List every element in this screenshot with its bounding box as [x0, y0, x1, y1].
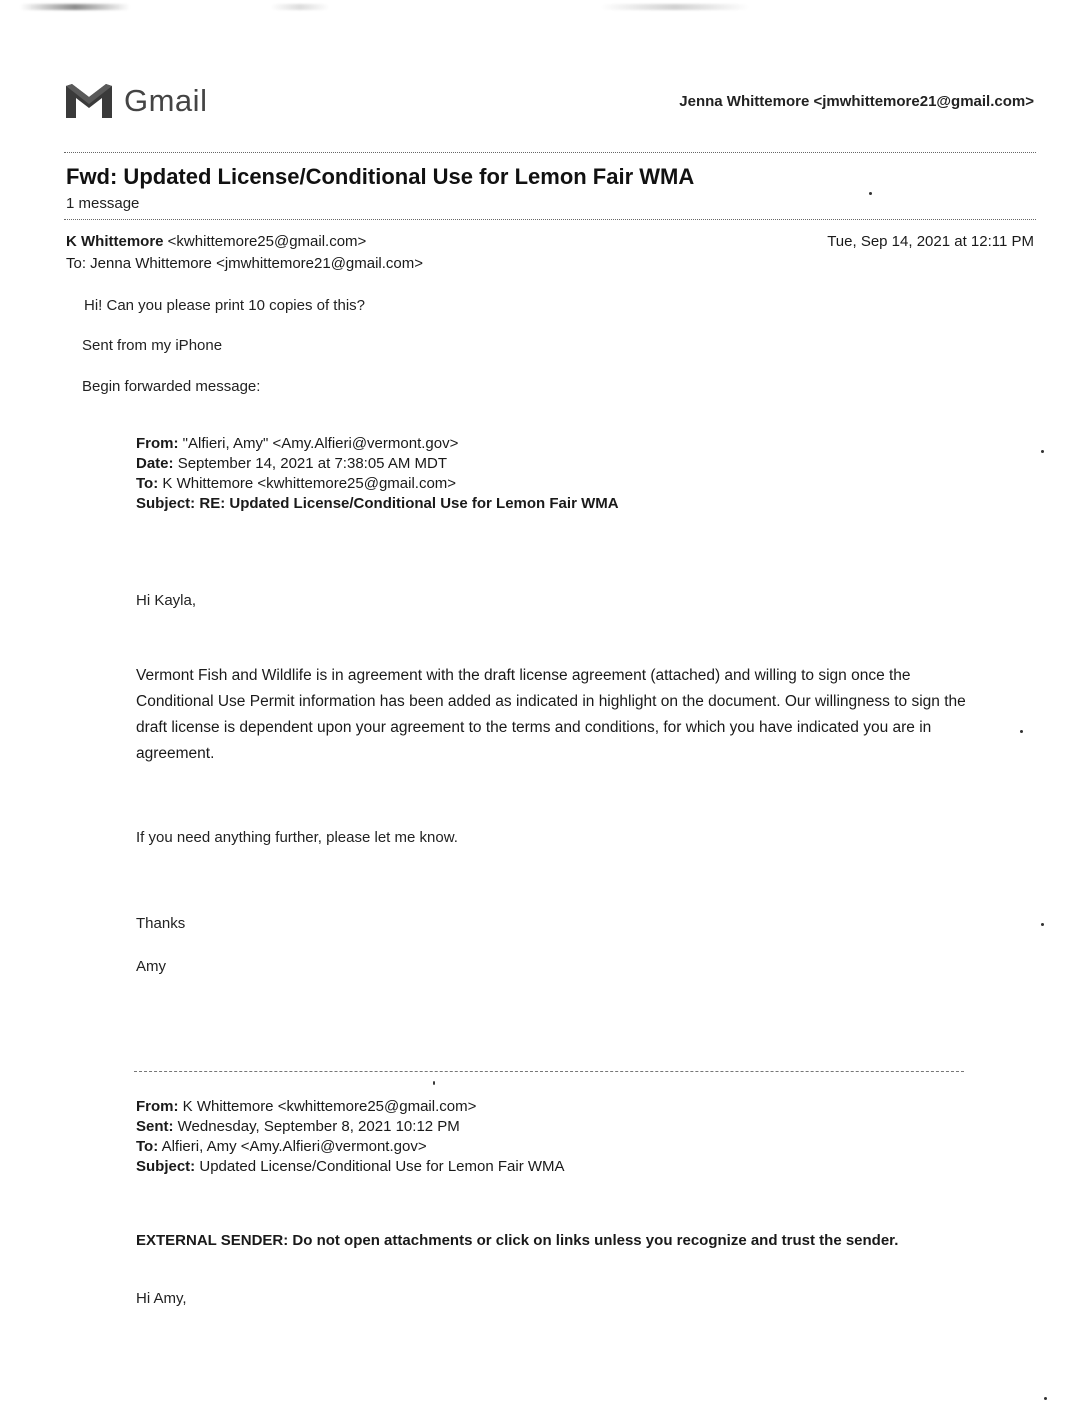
scan-speck: [1041, 450, 1044, 453]
scan-speck: [869, 192, 872, 195]
to-value: Alfieri, Amy <Amy.Alfieri@vermont.gov>: [161, 1138, 427, 1155]
scan-smudge: [20, 4, 130, 10]
scan-speck: [1020, 730, 1023, 733]
gmail-m-icon: [64, 82, 114, 120]
subject-value: RE: Updated License/Conditional Use for Lemon Fair WMA: [199, 495, 619, 512]
date-label: Date:: [136, 455, 174, 472]
message-date: Tue, Sep 14, 2021 at 12:11 PM: [827, 233, 1034, 250]
sender-email: <kwhittemore25@gmail.com>: [167, 233, 367, 250]
scan-speck: [433, 1081, 435, 1085]
header-divider: [64, 152, 1036, 153]
scan-smudge: [600, 4, 750, 10]
scan-speck: [1044, 1397, 1047, 1400]
external-sender-warning: EXTERNAL SENDER: Do not open attachments or click on links unless you recognize and trust the sender.: [136, 1232, 899, 1249]
scan-speck: [1041, 923, 1044, 926]
sent-label: Sent:: [136, 1118, 174, 1135]
from-label: From:: [136, 1098, 179, 1115]
subject-value: Updated License/Conditional Use for Lemon Fair WMA: [199, 1158, 565, 1175]
from-value: K Whittemore <kwhittemore25@gmail.com>: [182, 1098, 477, 1115]
body-line: Hi! Can you please print 10 copies of this?: [84, 297, 365, 314]
body-line: Sent from my iPhone: [82, 337, 223, 354]
to-label: To:: [136, 1138, 159, 1155]
sender-line: [66, 233, 366, 250]
thread-subject: Fwd: Updated License/Conditional Use for Lemon Fair WMA: [66, 164, 695, 189]
signature: Amy: [136, 958, 166, 975]
closing-line: If you need anything further, please let me know.: [136, 829, 458, 846]
subject-label: Subject:: [136, 495, 196, 512]
thanks-line: Thanks: [136, 915, 186, 932]
subject-label: Subject:: [136, 1158, 196, 1175]
message-count: 1 message: [66, 195, 140, 212]
scan-smudge: [270, 4, 330, 10]
sender-name: K Whittemore: [66, 233, 164, 250]
date-value: September 14, 2021 at 7:38:05 AM MDT: [177, 455, 448, 472]
gmail-wordmark: Gmail: [124, 83, 208, 118]
sent-value: Wednesday, September 8, 2021 10:12 PM: [177, 1118, 460, 1135]
body-paragraph: Vermont Fish and Wildlife is in agreement with the draft license agreement (attached) and willing to sign once the Conditional Use Permit information has been added as indicated in highlight on the document. Our willingness to sign the draft license is dependent upon your agreement to the terms and conditions, for which you have indicated you are in agreement.: [136, 667, 966, 762]
greeting: Hi Kayla,: [136, 592, 197, 609]
body-line: Begin forwarded message:: [82, 378, 261, 395]
original-header: [136, 1097, 565, 1177]
to-value: K Whittemore <kwhittemore25@gmail.com>: [162, 475, 457, 492]
thread-divider: [64, 219, 1036, 220]
quoted-divider: [134, 1071, 964, 1072]
from-value: "Alfieri, Amy" <Amy.Alfieri@vermont.gov>: [182, 435, 459, 452]
forwarded-header: [136, 434, 619, 514]
greeting: Hi Amy,: [136, 1290, 187, 1307]
account-identity: Jenna Whittemore <jmwhittemore21@gmail.com>: [679, 93, 1034, 110]
from-label: From:: [136, 435, 179, 452]
to-label: To:: [136, 475, 159, 492]
gmail-logo: [64, 82, 207, 120]
recipient-line: To: Jenna Whittemore <jmwhittemore21@gmail.com>: [66, 255, 424, 272]
